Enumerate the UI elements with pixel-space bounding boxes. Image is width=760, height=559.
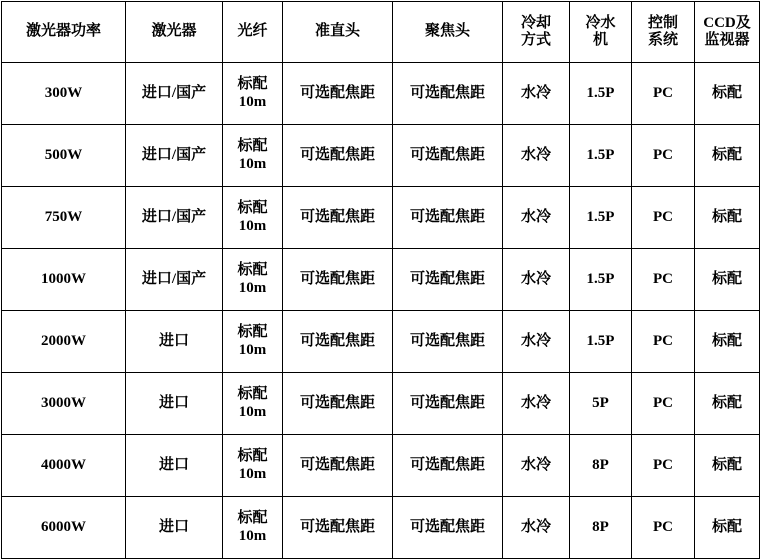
cell-fiber bbox=[223, 187, 283, 249]
cell-cooling: 水冷 bbox=[503, 497, 570, 559]
table-header-row bbox=[2, 2, 760, 63]
cell-laser: 进口 bbox=[126, 435, 223, 497]
cell-power: 300W bbox=[2, 63, 126, 125]
table-row bbox=[2, 187, 760, 249]
cell-ccd-monitor: 标配 bbox=[695, 435, 760, 497]
column-header-laser bbox=[126, 2, 223, 63]
cell-fiber-line2: 10m bbox=[238, 155, 267, 172]
column-header-control-system-line2: 系统 bbox=[647, 32, 678, 48]
cell-fiber bbox=[223, 373, 283, 435]
cell-chiller: 5P bbox=[570, 373, 632, 435]
table-row bbox=[2, 311, 760, 373]
column-header-ccd-monitor-line2: 监视器 bbox=[704, 32, 750, 48]
laser-specification-table bbox=[1, 1, 760, 559]
cell-laser: 进口 bbox=[126, 373, 223, 435]
cell-cooling: 水冷 bbox=[503, 435, 570, 497]
cell-fiber bbox=[223, 435, 283, 497]
cell-fiber-line1: 标配 bbox=[237, 138, 268, 155]
cell-laser: 进口 bbox=[126, 311, 223, 373]
cell-chiller: 1.5P bbox=[570, 63, 632, 125]
cell-collimator: 可选配焦距 bbox=[283, 373, 393, 435]
cell-laser: 进口/国产 bbox=[126, 63, 223, 125]
cell-chiller: 1.5P bbox=[570, 187, 632, 249]
cell-chiller: 8P bbox=[570, 435, 632, 497]
table-row bbox=[2, 249, 760, 311]
column-header-control-system bbox=[632, 2, 695, 63]
cell-focus-head: 可选配焦距 bbox=[393, 187, 503, 249]
column-header-cooling bbox=[503, 2, 570, 63]
column-header-focus-head-line1: 聚焦头 bbox=[424, 23, 470, 40]
cell-laser: 进口/国产 bbox=[126, 249, 223, 311]
specification-table-container bbox=[0, 1, 760, 544]
cell-ccd-monitor: 标配 bbox=[695, 249, 760, 311]
cell-fiber bbox=[223, 125, 283, 187]
cell-control-system: PC bbox=[632, 63, 695, 125]
cell-collimator: 可选配焦距 bbox=[283, 497, 393, 559]
table-row bbox=[2, 125, 760, 187]
column-header-power-line1: 激光器功率 bbox=[25, 23, 101, 40]
cell-laser: 进口/国产 bbox=[126, 125, 223, 187]
cell-fiber-line2: 10m bbox=[238, 93, 267, 110]
column-header-cooling-line1: 冷却 bbox=[520, 14, 551, 31]
cell-fiber-line2: 10m bbox=[238, 465, 267, 482]
cell-focus-head: 可选配焦距 bbox=[393, 373, 503, 435]
column-header-focus-head bbox=[393, 2, 503, 63]
cell-fiber-line1: 标配 bbox=[237, 510, 268, 527]
cell-power: 3000W bbox=[2, 373, 126, 435]
cell-collimator: 可选配焦距 bbox=[283, 435, 393, 497]
column-header-ccd-monitor bbox=[695, 2, 760, 63]
cell-ccd-monitor: 标配 bbox=[695, 187, 760, 249]
cell-fiber-line1: 标配 bbox=[237, 324, 268, 341]
cell-collimator: 可选配焦距 bbox=[283, 249, 393, 311]
cell-power: 500W bbox=[2, 125, 126, 187]
cell-focus-head: 可选配焦距 bbox=[393, 63, 503, 125]
column-header-collimator bbox=[283, 2, 393, 63]
table-row bbox=[2, 435, 760, 497]
cell-power: 1000W bbox=[2, 249, 126, 311]
cell-cooling: 水冷 bbox=[503, 373, 570, 435]
column-header-collimator-line1: 准直头 bbox=[314, 23, 360, 40]
cell-fiber-line2: 10m bbox=[238, 403, 267, 420]
cell-fiber-line1: 标配 bbox=[237, 386, 268, 403]
table-row bbox=[2, 497, 760, 559]
column-header-chiller-line1: 冷水 bbox=[585, 14, 616, 31]
cell-fiber bbox=[223, 249, 283, 311]
cell-chiller: 8P bbox=[570, 497, 632, 559]
cell-fiber bbox=[223, 497, 283, 559]
cell-fiber-line2: 10m bbox=[238, 341, 267, 358]
cell-control-system: PC bbox=[632, 497, 695, 559]
cell-fiber-line1: 标配 bbox=[237, 200, 268, 217]
cell-control-system: PC bbox=[632, 187, 695, 249]
cell-fiber-line2: 10m bbox=[238, 217, 267, 234]
column-header-fiber-line1: 光纤 bbox=[237, 23, 268, 40]
cell-fiber-line1: 标配 bbox=[237, 262, 268, 279]
cell-cooling: 水冷 bbox=[503, 311, 570, 373]
column-header-fiber bbox=[223, 2, 283, 63]
column-header-chiller-line2: 机 bbox=[592, 32, 608, 48]
table-row bbox=[2, 373, 760, 435]
cell-chiller: 1.5P bbox=[570, 125, 632, 187]
table-header bbox=[2, 2, 760, 63]
cell-laser: 进口 bbox=[126, 497, 223, 559]
cell-cooling: 水冷 bbox=[503, 125, 570, 187]
cell-fiber-line1: 标配 bbox=[237, 76, 268, 93]
cell-ccd-monitor: 标配 bbox=[695, 497, 760, 559]
cell-focus-head: 可选配焦距 bbox=[393, 249, 503, 311]
cell-cooling: 水冷 bbox=[503, 187, 570, 249]
column-header-laser-line1: 激光器 bbox=[151, 23, 197, 40]
cell-ccd-monitor: 标配 bbox=[695, 373, 760, 435]
cell-fiber bbox=[223, 63, 283, 125]
column-header-chiller bbox=[570, 2, 632, 63]
cell-chiller: 1.5P bbox=[570, 249, 632, 311]
cell-cooling: 水冷 bbox=[503, 249, 570, 311]
column-header-ccd-monitor-line1: CCD及 bbox=[703, 14, 751, 31]
cell-collimator: 可选配焦距 bbox=[283, 63, 393, 125]
cell-control-system: PC bbox=[632, 373, 695, 435]
cell-ccd-monitor: 标配 bbox=[695, 125, 760, 187]
cell-control-system: PC bbox=[632, 311, 695, 373]
column-header-cooling-line2: 方式 bbox=[520, 32, 551, 48]
cell-focus-head: 可选配焦距 bbox=[393, 125, 503, 187]
cell-ccd-monitor: 标配 bbox=[695, 311, 760, 373]
cell-collimator: 可选配焦距 bbox=[283, 311, 393, 373]
cell-power: 4000W bbox=[2, 435, 126, 497]
cell-control-system: PC bbox=[632, 249, 695, 311]
column-header-control-system-line1: 控制 bbox=[647, 14, 678, 31]
cell-fiber-line1: 标配 bbox=[237, 448, 268, 465]
cell-ccd-monitor: 标配 bbox=[695, 63, 760, 125]
cell-focus-head: 可选配焦距 bbox=[393, 497, 503, 559]
cell-collimator: 可选配焦距 bbox=[283, 187, 393, 249]
cell-power: 750W bbox=[2, 187, 126, 249]
cell-power: 2000W bbox=[2, 311, 126, 373]
cell-focus-head: 可选配焦距 bbox=[393, 311, 503, 373]
cell-fiber-line2: 10m bbox=[238, 279, 267, 296]
cell-fiber-line2: 10m bbox=[238, 527, 267, 544]
cell-power: 6000W bbox=[2, 497, 126, 559]
cell-control-system: PC bbox=[632, 435, 695, 497]
cell-control-system: PC bbox=[632, 125, 695, 187]
cell-chiller: 1.5P bbox=[570, 311, 632, 373]
cell-collimator: 可选配焦距 bbox=[283, 125, 393, 187]
column-header-power bbox=[2, 2, 126, 63]
table-row bbox=[2, 63, 760, 125]
table-body bbox=[2, 63, 760, 559]
cell-focus-head: 可选配焦距 bbox=[393, 435, 503, 497]
cell-fiber bbox=[223, 311, 283, 373]
cell-cooling: 水冷 bbox=[503, 63, 570, 125]
cell-laser: 进口/国产 bbox=[126, 187, 223, 249]
